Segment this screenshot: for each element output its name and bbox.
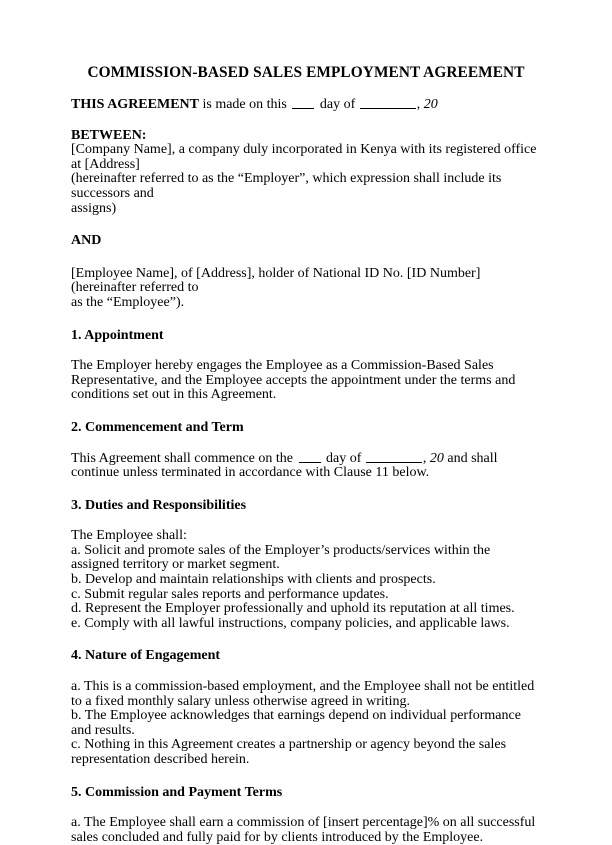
nature-list	[71, 680, 541, 768]
between-line-2: (hereinafter referred to as the “Employer”, which expression shall include its successors and	[71, 171, 502, 201]
month-blank-field[interactable]	[360, 99, 416, 109]
spacer	[71, 768, 541, 786]
intro-text-3: ,	[416, 97, 424, 112]
section-heading-duties: 3. Duties and Responsibilities	[71, 497, 247, 513]
spacer	[71, 216, 541, 234]
spacer	[71, 403, 541, 421]
commencement-comma: ,	[422, 450, 430, 466]
between-line-3: assigns)	[71, 200, 117, 216]
section-heading-nature: 4. Nature of Engagement	[71, 648, 221, 664]
agreement-date-line	[71, 98, 541, 113]
employee-line-1: [Employee Name], of [Address], holder of National ID No. [ID Number] (hereinafter referred to	[71, 265, 481, 296]
intro-text-1: is made on this	[198, 97, 291, 112]
year-prefix: 20	[423, 97, 438, 112]
spacer	[71, 249, 541, 267]
page-title: COMMISSION-BASED SALES EMPLOYMENT AGREEMENT	[87, 64, 525, 81]
commencement-month-blank-field[interactable]	[366, 453, 422, 463]
and-label: AND	[71, 233, 102, 249]
spacer	[71, 664, 541, 680]
this-agreement-label: THIS AGREEMENT	[71, 97, 199, 112]
commencement-year-prefix: 20	[429, 450, 444, 466]
between-line-1: [Company Name], a company duly incorporated in Kenya with its registered office at [Address]	[71, 142, 537, 172]
day-blank-field[interactable]	[292, 99, 314, 109]
list-item: c. Nothing in this Agreement creates a partnership or agency beyond the sales representation described herein.	[71, 737, 507, 767]
list-item: a. This is a commission-based employment, and the Employee shall not be entitled to a fixed monthly salary unless otherwise agreed in writing.	[71, 679, 535, 709]
commencement-text-mid: day of	[322, 450, 365, 466]
duties-list	[71, 529, 541, 631]
spacer	[71, 343, 541, 359]
list-item: b. The Employee acknowledges that earnings depend on individual performance and results.	[71, 708, 521, 738]
list-item: c. Submit regular sales reports and performance updates.	[71, 586, 389, 602]
commencement-text-post: and shall continue unless terminated in accordance with Clause 11 below.	[71, 450, 498, 481]
between-label: BETWEEN:	[71, 127, 147, 143]
list-item: b. Develop and maintain relationships with clients and prospects.	[71, 572, 436, 588]
spacer	[71, 311, 541, 329]
section-body-appointment: The Employer hereby engages the Employee as a Commission-Based Sales Representative, and the Employee accepts the appointment under the terms and conditions set out in this Agreement.	[71, 358, 516, 403]
section-heading-commission: 5. Commission and Payment Terms	[71, 784, 283, 800]
spacer	[71, 113, 541, 129]
spacer	[71, 800, 541, 816]
section-heading-commencement: 2. Commencement and Term	[71, 419, 244, 435]
list-item: a. Solicit and promote sales of the Employer’s products/services within the assigned territory or market segment.	[71, 542, 491, 573]
spacer	[71, 513, 541, 529]
duties-lead: The Employee shall:	[71, 528, 187, 544]
section-heading-appointment: 1. Appointment	[71, 327, 164, 343]
spacer	[71, 436, 541, 452]
list-item: e. Comply with all lawful instructions, company policies, and applicable laws.	[71, 615, 510, 631]
commission-list	[71, 816, 541, 845]
spacer	[71, 631, 541, 649]
commencement-text-pre: This Agreement shall commence on the	[71, 450, 297, 466]
intro-text-2: day of	[316, 97, 359, 112]
list-item: a. The Employee shall earn a commission of [insert percentage]% on all successful sales concluded and fully paid for by clients introduced by the Employee.	[71, 815, 536, 845]
employee-line-2: as the “Employee”).	[71, 294, 185, 310]
section-body-commencement	[71, 452, 541, 481]
list-item: d. Represent the Employer professionally and uphold its reputation at all times.	[71, 601, 515, 617]
commencement-day-blank-field[interactable]	[299, 453, 321, 463]
spacer	[71, 481, 541, 499]
